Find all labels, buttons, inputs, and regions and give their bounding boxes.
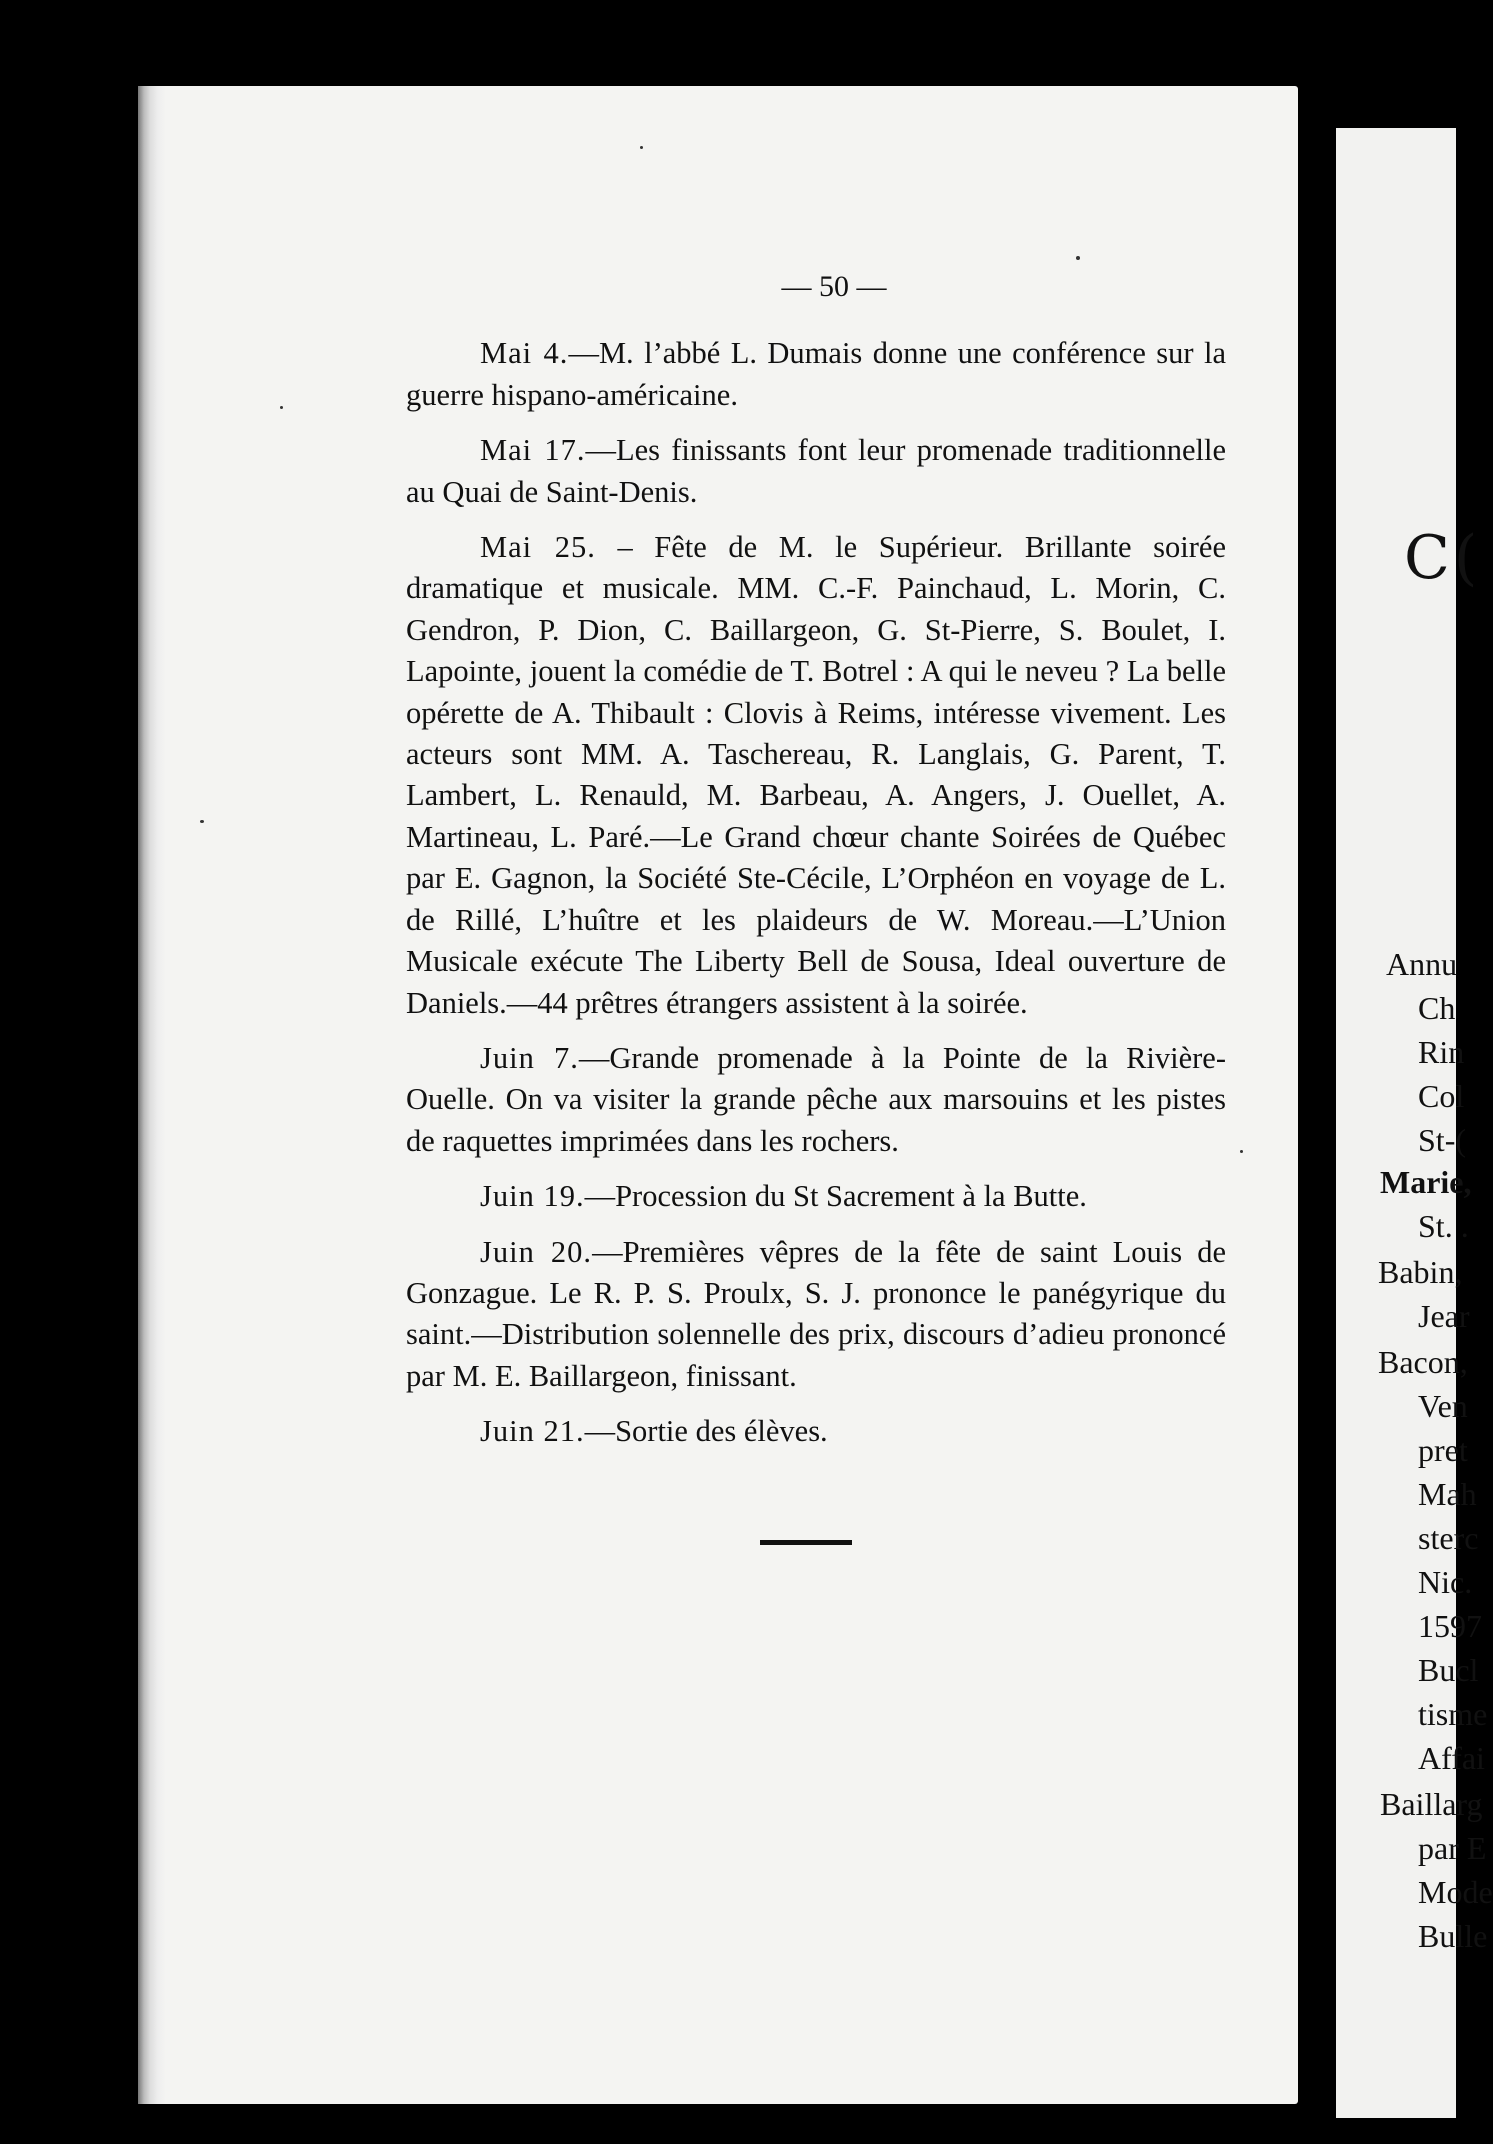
facing-line: Ch bbox=[1418, 990, 1456, 1026]
facing-page bbox=[1336, 128, 1493, 2118]
entry-text: —Grande promenade à la Pointe de la Rivière-Ouelle. On va visiter la grande pêche aux marsouins et les pistes de raquettes imprimées dans les rochers. bbox=[406, 1040, 1226, 1158]
facing-line: tisme bbox=[1418, 1696, 1488, 1732]
facing-line: Annu bbox=[1386, 946, 1458, 982]
facing-line: St-( bbox=[1418, 1122, 1466, 1158]
facing-line: C( bbox=[1404, 523, 1482, 593]
dust-speck bbox=[280, 406, 283, 409]
facing-line: St. . bbox=[1418, 1208, 1469, 1244]
entry-text: —Procession du St Sacrement à la Butte. bbox=[584, 1179, 1087, 1214]
facing-line: Marie, bbox=[1380, 1164, 1472, 1200]
facing-line: Ven bbox=[1418, 1388, 1468, 1424]
facing-line: Mah bbox=[1418, 1476, 1477, 1512]
entry-text: —Premières vêpres de la fête de saint Louis de Gonzague. Le R. P. S. Proulx, S. J. prononce le panégyrique du saint.—Distribution solennelle des prix, discours d’adieu prononcé par M. E. Baillargeon, finissant. bbox=[406, 1234, 1226, 1393]
facing-line: Col bbox=[1418, 1078, 1465, 1114]
dust-speck bbox=[640, 146, 643, 149]
entry-date: Mai 4. bbox=[480, 336, 569, 371]
facing-line: Mode bbox=[1418, 1874, 1493, 1910]
facing-line: Bacon, bbox=[1378, 1344, 1468, 1380]
gutter bbox=[1298, 0, 1336, 2144]
entry-date: Juin 7. bbox=[480, 1040, 579, 1075]
facing-line: Bucl bbox=[1418, 1652, 1479, 1688]
entry-date: Juin 19. bbox=[480, 1179, 585, 1214]
facing-line: Bulle bbox=[1418, 1918, 1488, 1954]
entry-text: – Fête de M. le Supérieur. Brillante soirée dramatique et musicale. MM. C.-F. Painchaud, L. Morin, C. Gendron, P. Dion, C. Baillargeon, G. St-Pierre, S. Boulet, I. Lapointe, jouent la comédie de T. Botrel : A qui le neveu ? La belle opérette de A. Thibault : Clovis à Reims, intéresse vivement. Les acteurs sont MM. A. Taschereau, R. Langlais, G. Parent, T. Lambert, L. Renauld, M. Barbeau, A. Angers, J. Ouellet, A. Martineau, L. Paré.—Le Grand chœur chante Soirées de Québec par E. Gagnon, la Société Ste-Cécile, L’Orphéon en voyage de L. de Rillé, L’huître et les plaideurs de W. Moreau.—L’Union Musicale exécute The Liberty Bell de Sousa, Ideal ouverture de Daniels.—44 prêtres étrangers assistent à la soirée. bbox=[406, 530, 1226, 1020]
closing-rule bbox=[760, 1540, 852, 1545]
entry-juin-20 bbox=[406, 1232, 1226, 1398]
entry-date: Mai 17. bbox=[480, 433, 586, 468]
entry-text: —M. l’abbé L. Dumais donne une conférence sur la guerre hispano-américaine. bbox=[406, 336, 1226, 412]
entry-date: Mai 25. bbox=[480, 530, 596, 565]
entry-date: Juin 20. bbox=[480, 1234, 593, 1269]
facing-line: Babin, bbox=[1378, 1254, 1463, 1290]
facing-line: Baillarg bbox=[1380, 1786, 1483, 1822]
entry-date: Juin 21. bbox=[480, 1414, 585, 1449]
entry-mai-4 bbox=[406, 333, 1226, 416]
facing-line: pret bbox=[1418, 1432, 1468, 1468]
entry-text: —Les finissants font leur promenade traditionnelle au Quai de Saint-Denis. bbox=[406, 433, 1226, 509]
entry-juin-21 bbox=[406, 1411, 1226, 1452]
entry-juin-19 bbox=[406, 1176, 1226, 1217]
facing-line: sterc bbox=[1418, 1520, 1479, 1556]
page-number: — 50 — bbox=[781, 270, 887, 303]
facing-line: Rin bbox=[1418, 1034, 1465, 1070]
entry-text: —Sortie des élèves. bbox=[584, 1414, 828, 1449]
facing-line: Affai bbox=[1418, 1740, 1485, 1776]
entry-mai-25 bbox=[406, 527, 1226, 1024]
facing-line: par E bbox=[1418, 1830, 1487, 1866]
dust-speck bbox=[1076, 256, 1080, 260]
dust-speck bbox=[1240, 1150, 1243, 1153]
entry-juin-7 bbox=[406, 1038, 1226, 1162]
facing-line: Jear bbox=[1418, 1298, 1470, 1334]
facing-line: 1597 bbox=[1418, 1608, 1482, 1644]
dust-speck bbox=[200, 820, 204, 823]
entry-mai-17 bbox=[406, 430, 1226, 513]
facing-line: Nic. bbox=[1418, 1564, 1473, 1600]
main-page-text bbox=[406, 266, 1226, 1467]
